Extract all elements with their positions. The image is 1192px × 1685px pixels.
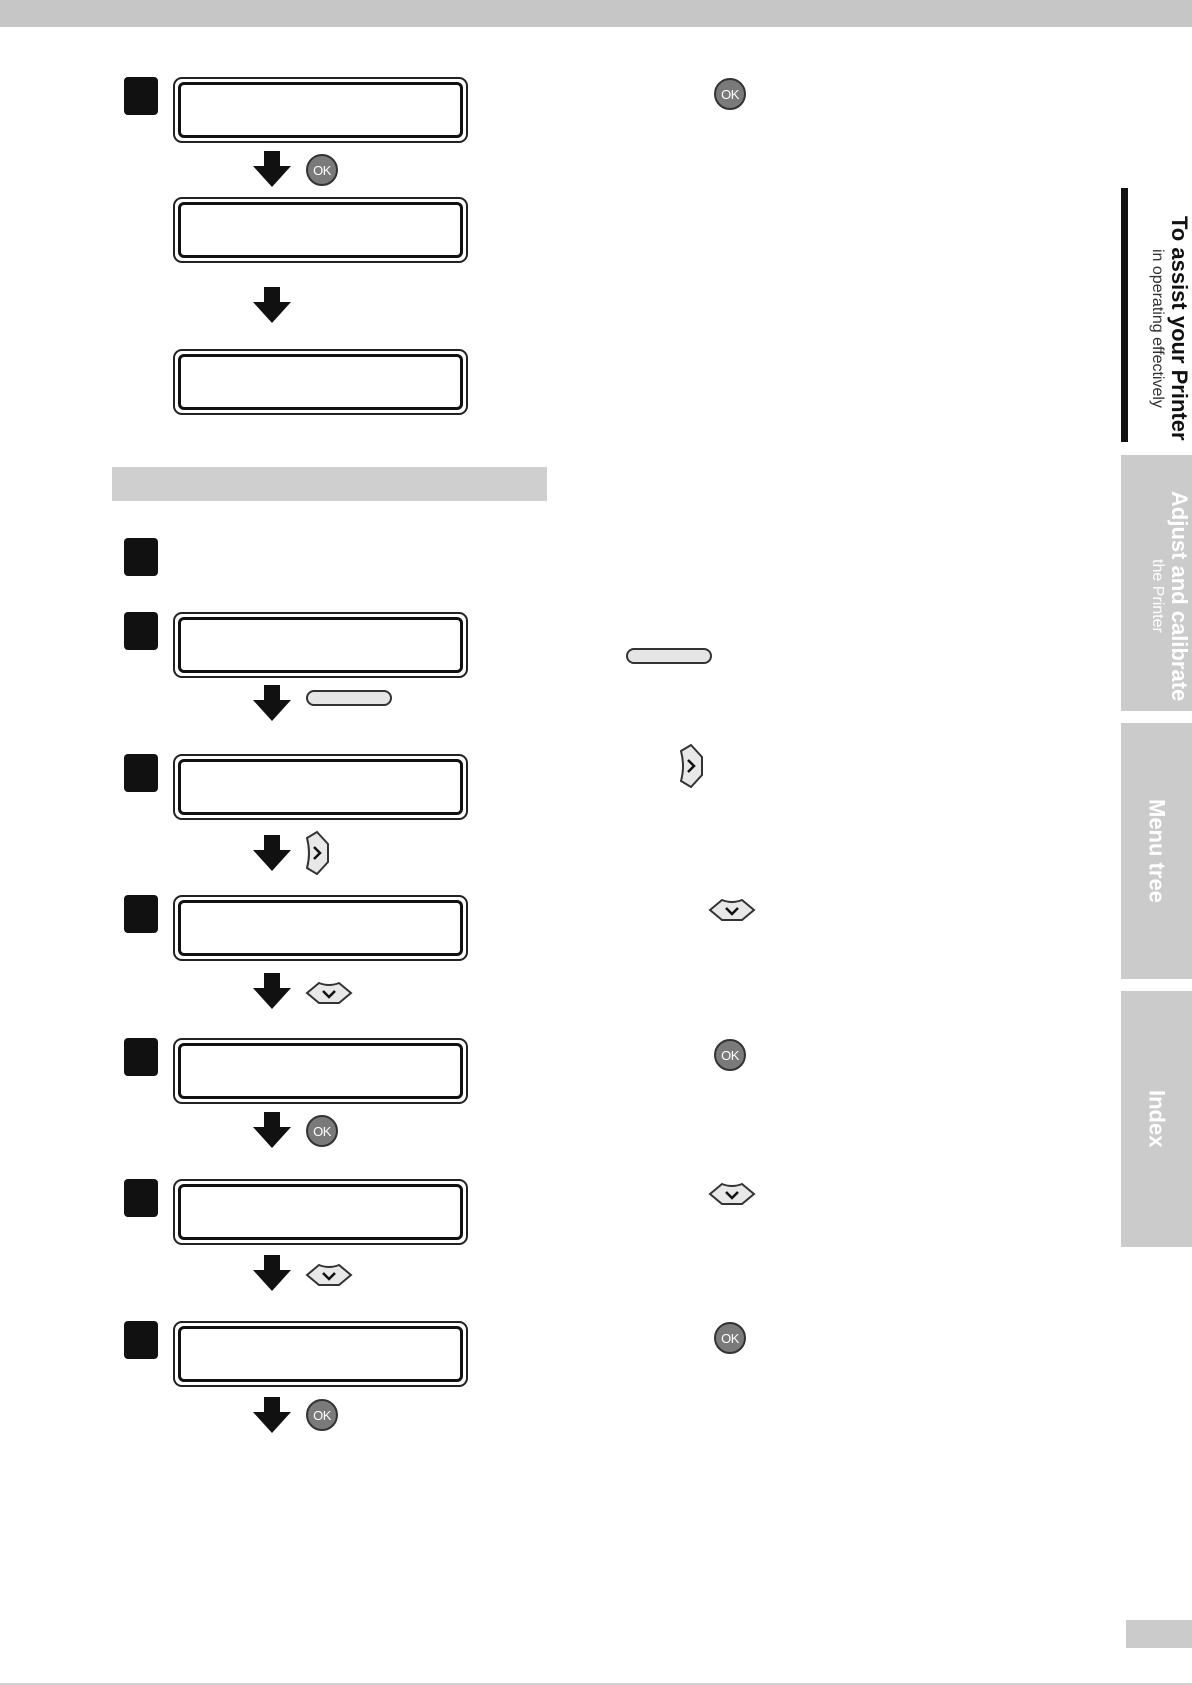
step-marker <box>124 77 158 115</box>
down-arrow-icon <box>253 1112 291 1148</box>
down-arrow-key-icon <box>708 1181 756 1207</box>
down-arrow-key-icon <box>708 897 756 923</box>
ok-button-icon: OK <box>306 154 338 186</box>
tab-title: Menu tree <box>1144 799 1170 903</box>
down-arrow-icon <box>253 1255 291 1291</box>
step-marker <box>124 1038 158 1076</box>
section-heading-bar <box>112 467 547 501</box>
step-marker <box>124 612 158 650</box>
lcd-display <box>173 1321 468 1387</box>
down-arrow-icon <box>253 1397 291 1433</box>
lcd-display <box>173 612 468 678</box>
top-header-bar <box>0 0 1192 27</box>
tab-index[interactable] <box>1121 991 1192 1247</box>
page-number-box <box>1126 1620 1192 1648</box>
step-marker <box>124 538 158 576</box>
lcd-display <box>173 77 468 143</box>
step-marker <box>124 1179 158 1217</box>
menu-button-icon <box>306 690 392 706</box>
ok-button-icon: OK <box>714 1039 746 1071</box>
ok-button-icon: OK <box>306 1115 338 1147</box>
step-marker <box>124 1321 158 1359</box>
lcd-display <box>173 754 468 820</box>
right-arrow-key-icon <box>678 743 704 789</box>
down-arrow-key-icon <box>305 980 353 1006</box>
lcd-display <box>173 197 468 263</box>
tab-subtitle: the Printer <box>1149 559 1166 633</box>
down-arrow-icon <box>253 685 291 721</box>
menu-button-icon <box>626 648 712 664</box>
down-arrow-icon <box>253 287 291 323</box>
down-arrow-icon <box>253 151 291 187</box>
lcd-display <box>173 1179 468 1245</box>
tab-title: To assist your Printer <box>1167 215 1192 441</box>
tab-subtitle: in operating effectively <box>1149 248 1166 408</box>
right-arrow-key-icon <box>304 830 330 876</box>
step-marker <box>124 895 158 933</box>
ok-button-icon: OK <box>714 78 746 110</box>
step-marker <box>124 754 158 792</box>
tab-menu-tree[interactable] <box>1121 723 1192 979</box>
down-arrow-icon <box>253 835 291 871</box>
lcd-display <box>173 895 468 961</box>
lcd-display <box>173 349 468 415</box>
ok-button-icon: OK <box>714 1322 746 1354</box>
down-arrow-key-icon <box>305 1262 353 1288</box>
lcd-display <box>173 1038 468 1104</box>
tab-adjust-and-calibrate[interactable] <box>1121 455 1192 711</box>
tab-title: Adjust and calibrate <box>1167 490 1192 702</box>
ok-button-icon: OK <box>306 1399 338 1431</box>
down-arrow-icon <box>253 973 291 1009</box>
tab-title: Index <box>1144 1090 1170 1148</box>
tab-to-assist-your-printer[interactable] <box>1121 188 1192 442</box>
